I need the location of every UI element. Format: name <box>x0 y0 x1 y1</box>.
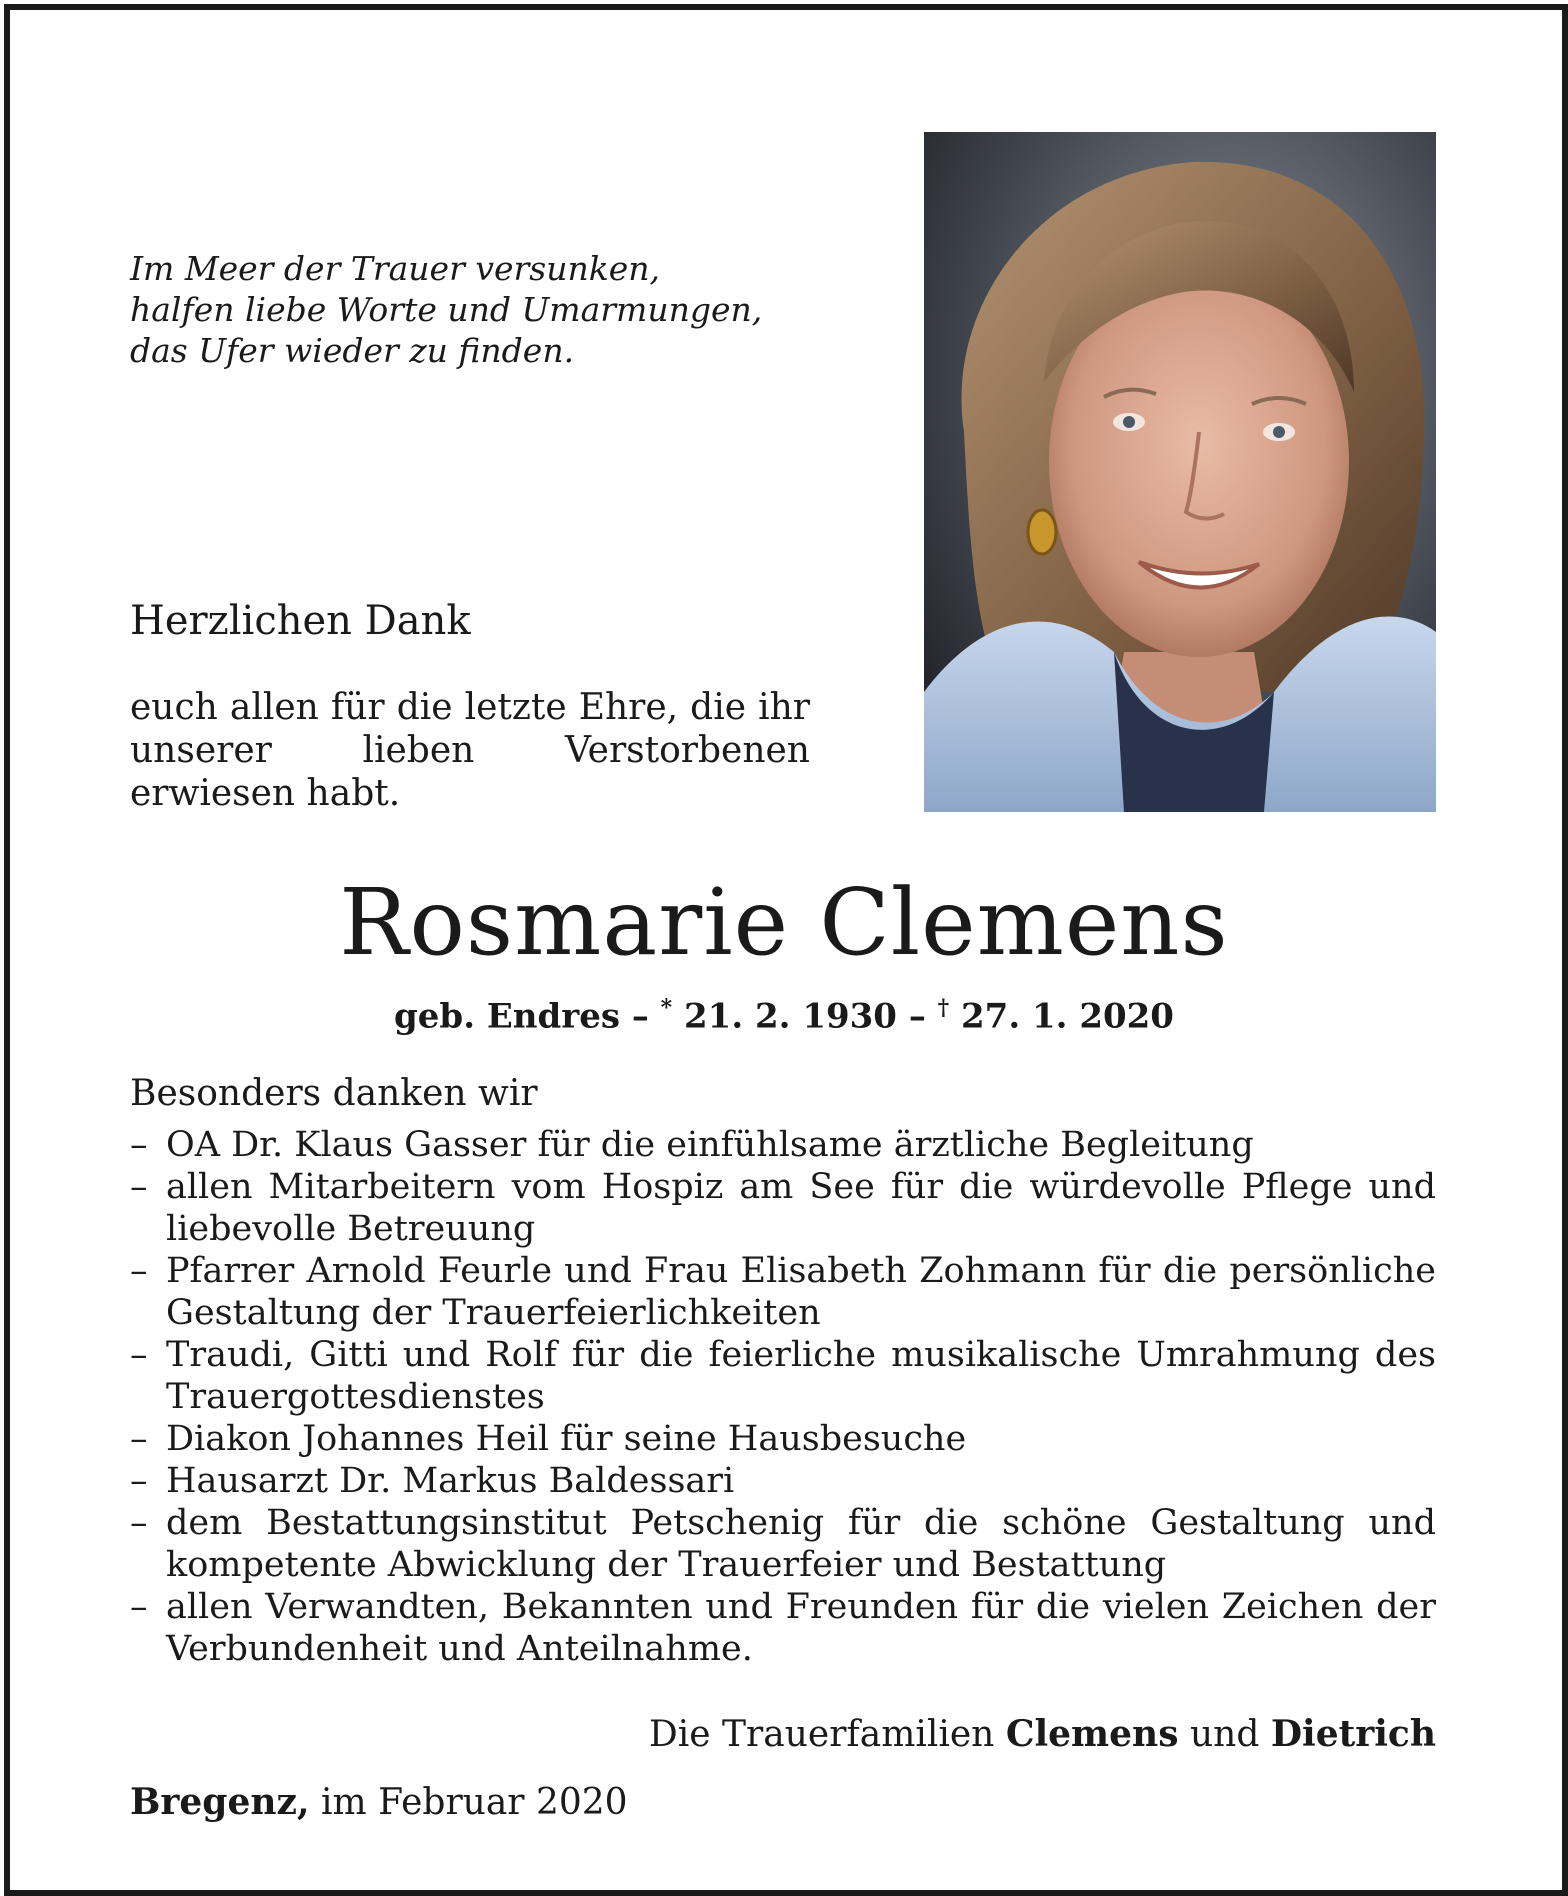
life-dates <box>0 986 1568 1038</box>
list-item <box>130 1418 1436 1460</box>
list-bullet: – <box>130 1335 148 1375</box>
list-item-text: Traudi, Gitti und Rolf für die feierliche musikalische Umrahmung des Trauergottesdienstes <box>166 1335 1436 1417</box>
list-bullet: – <box>130 1461 148 1501</box>
born-name: geb. Endres <box>394 996 620 1037</box>
separator: – <box>908 996 926 1037</box>
list-item-text: Hausarzt Dr. Markus Baldessari <box>166 1461 735 1501</box>
birth-symbol: * <box>660 995 673 1021</box>
list-bullet: – <box>130 1125 148 1165</box>
thanks-text: euch allen für die letzte Ehre, die ihr unserer lieben Verstorbenen erwiesen habt. <box>130 687 810 814</box>
list-item-text: Diakon Johannes Heil für seine Hausbesuche <box>166 1419 967 1459</box>
separator: – <box>631 996 649 1037</box>
list-item <box>130 1502 1436 1586</box>
list-item <box>130 1250 1436 1334</box>
place-date <box>130 1780 628 1825</box>
list-item <box>130 1460 1436 1502</box>
signature-conjunction: und <box>1189 1714 1260 1755</box>
date: im Februar 2020 <box>320 1782 628 1823</box>
memorial-verse <box>130 248 770 371</box>
list-item-text: allen Mitarbeitern vom Hospiz am See für die würdevolle Pflege und liebevolle Betreuung <box>166 1167 1436 1249</box>
deceased-name: Rosmarie Clemens <box>339 869 1229 976</box>
family-name-2: Dietrich <box>1270 1713 1436 1755</box>
family-name-1: Clemens <box>1005 1713 1179 1755</box>
verse-line: das Ufer wieder zu finden. <box>130 331 575 370</box>
list-bullet: – <box>130 1251 148 1291</box>
list-item <box>130 1166 1436 1250</box>
birth-date: 21. 2. 1930 <box>684 996 897 1037</box>
signature-prefix: Die Trauerfamilien <box>648 1714 995 1755</box>
verse-line: Im Meer der Trauer versunken, <box>130 249 661 288</box>
special-thanks-list <box>130 1124 1436 1670</box>
place: Bregenz, <box>130 1781 310 1823</box>
death-date: 27. 1. 2020 <box>961 996 1174 1037</box>
portrait-photo <box>924 132 1436 812</box>
verse-line: halfen liebe Worte und Umarmungen, <box>130 290 763 329</box>
list-item-text: allen Verwandten, Bekannten und Freunden für die vielen Zeichen der Verbundenheit und Anteilnahme. <box>166 1587 1436 1669</box>
list-bullet: – <box>130 1587 148 1627</box>
list-item <box>130 1124 1436 1166</box>
list-item-text: dem Bestattungsinstitut Petschenig für die schöne Gestaltung und kompetente Abwicklung der Trauerfeier und Bestattung <box>166 1503 1436 1585</box>
special-thanks-intro: Besonders danken wir <box>130 1073 538 1114</box>
list-bullet: – <box>130 1167 148 1207</box>
list-item-text: Pfarrer Arnold Feurle und Frau Elisabeth Zohmann für die persönliche Gestaltung der Trauerfeierlichkeiten <box>166 1251 1436 1333</box>
list-item-text: OA Dr. Klaus Gasser für die einfühlsame ärztliche Begleitung <box>166 1125 1254 1165</box>
list-bullet: – <box>130 1503 148 1543</box>
list-item <box>130 1334 1436 1418</box>
list-bullet: – <box>130 1419 148 1459</box>
signature <box>649 1712 1436 1757</box>
death-symbol: † <box>937 995 950 1021</box>
list-item <box>130 1586 1436 1670</box>
thanks-heading: Herzlichen Dank <box>130 598 471 644</box>
